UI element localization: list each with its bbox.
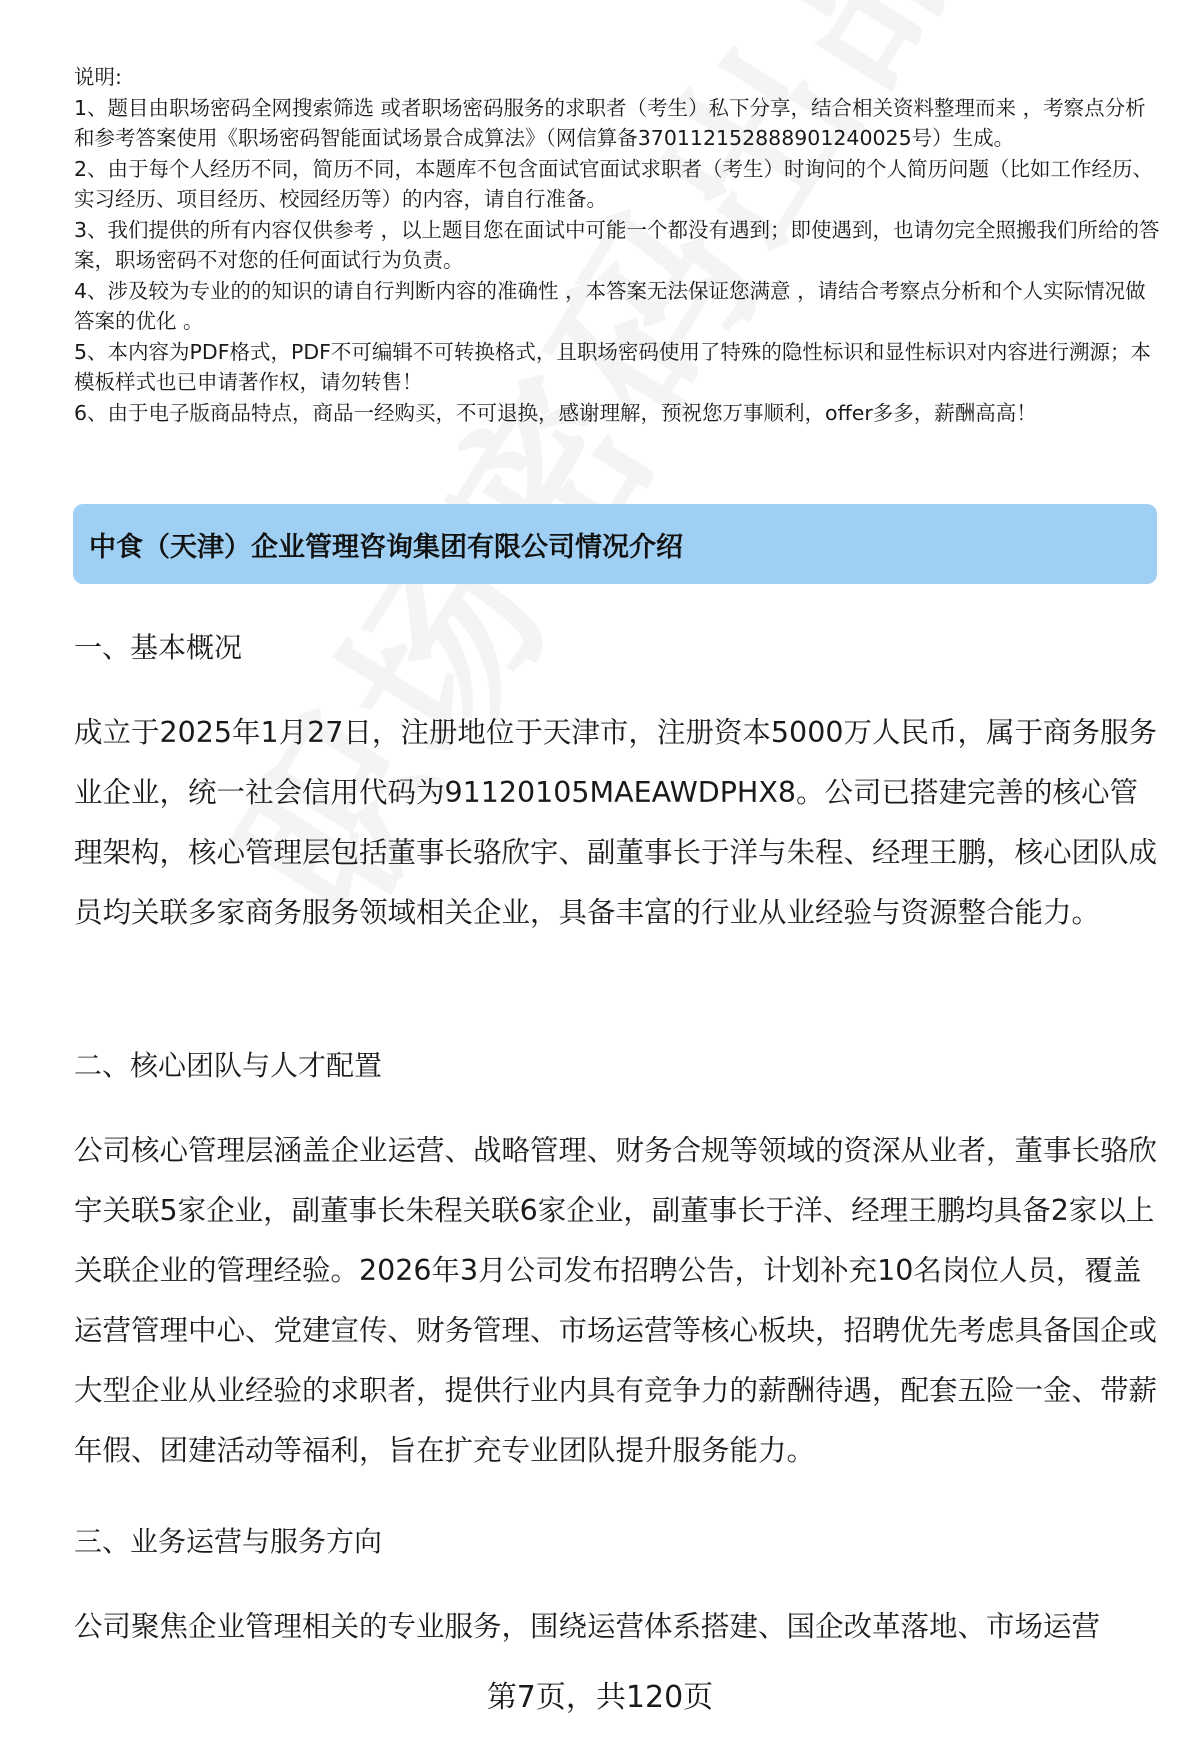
section-body-core-team: 公司核心管理层涵盖企业运营、战略管理、财务合规等领域的资深从业者，董事长骆欣宇关联5家企业，副董事长朱程关联6家企业，副董事长于洋、经理王鹏均具备2家以上关联企业的管理经验。2026年3月公司发布招聘公告，计划补充10名岗位人员，覆盖运营管理中心、党建宣传、财务管理、市场运营等核心板块，招聘优先考虑具备国企或大型企业从业经验的求职者，提供行业内具有竞争力的薪酬待遇，配套五险一金、带薪年假、团建活动等福利，旨在扩充专业团队提升服务能力。 xyxy=(74,1134,1158,1467)
notes-item: 5、本内容为PDF格式，PDF不可编辑不可转换格式，且职场密码使用了特殊的隐性标识和显性标识对内容进行溯源；本模板样式也已申请著作权，请勿转售！ xyxy=(74,339,1151,394)
section-body-basic-overview: 成立于2025年1月27日，注册地位于天津市，注册资本5000万人民币，属于商务服务业企业，统一社会信用代码为91120105MAEAWDPHX8。公司已搭建完善的核心管理架构，核心管理层包括董事长骆欣宇、副董事长于洋与朱程、经理王鹏，核心团队成员均关联多家商务服务领域相关企业，具备丰富的行业从业经验与资源整合能力。 xyxy=(74,716,1158,929)
disclaimer-notes xyxy=(74,62,1164,428)
notes-item: 2、由于每个人经历不同，简历不同，本题库不包含面试官面试求职者（考生）时询问的个人简历问题（比如工作经历、实习经历、项目经历、校园经历等）的内容，请自行准备。 xyxy=(74,156,1154,211)
notes-title: 说明: xyxy=(74,65,122,89)
section-heading-core-team: 二、核心团队与人才配置 xyxy=(74,1049,383,1082)
company-title-banner xyxy=(73,504,1157,584)
section-heading-business-operations: 三、业务运营与服务方向 xyxy=(74,1525,383,1558)
notes-item: 6、由于电子版商品特点，商品一经购买，不可退换，感谢理解，预祝您万事顺利，offer多多，薪酬高高！ xyxy=(74,400,1037,425)
section-body-business-operations: 公司聚焦企业管理相关的专业服务，围绕运营体系搭建、国企改革落地、市场运营 xyxy=(74,1610,1101,1643)
section-heading-basic-overview: 一、基本概况 xyxy=(74,631,243,664)
notes-item: 1、题目由职场密码全网搜索筛选 或者职场密码服务的求职者（考生）私下分享，结合相关资料整理而来 ，考察点分析和参考答案使用《职场密码智能面试场景合成算法》（网信算备370112152888901240025号）生成。 xyxy=(74,95,1146,150)
company-title: 中食（天津）企业管理咨询集团有限公司情况介绍 xyxy=(89,531,683,563)
notes-item: 4、涉及较为专业的的知识的请自行判断内容的准确性 ，本答案无法保证您满意 ，请结合考察点分析和个人实际情况做答案的优化 。 xyxy=(74,278,1146,333)
page-number: 第7页，共120页 xyxy=(486,1680,714,1715)
notes-item: 3、我们提供的所有内容仅供参考 ，以上题目您在面试中可能一个都没有遇到；即使遇到，也请勿完全照搬我们所给的答案，职场密码不对您的任何面试行为负责。 xyxy=(74,217,1160,272)
